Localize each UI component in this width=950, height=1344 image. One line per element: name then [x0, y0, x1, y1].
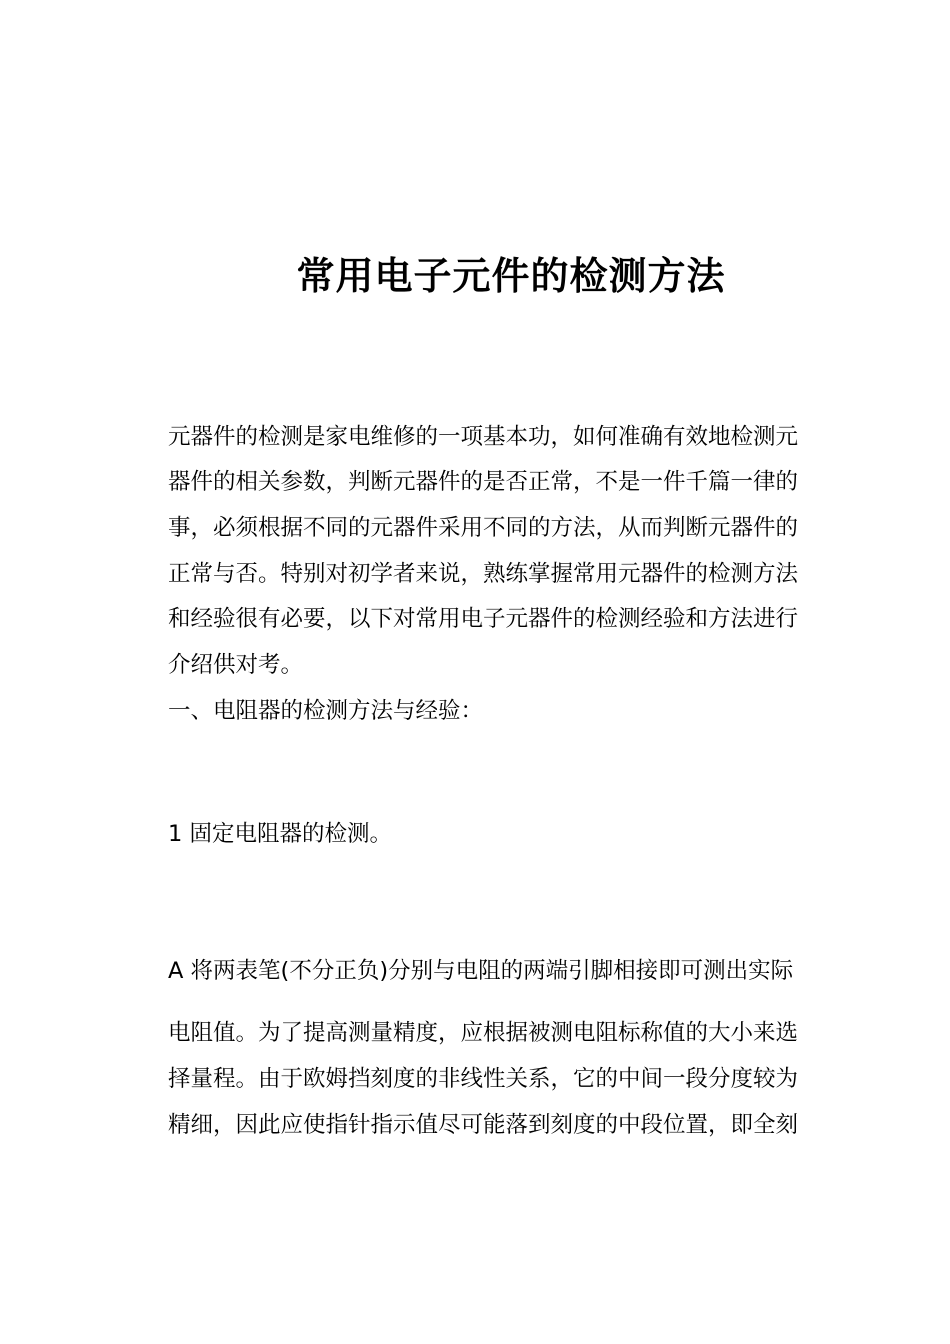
intro-line-5: 和经验很有必要，以下对常用电子元器件的检测经验和方法进行	[168, 606, 799, 632]
intro-line-6: 介绍供对考。	[168, 652, 304, 678]
paragraph-line-2: 择量程。由于欧姆挡刻度的非线性关系，它的中间一段分度较为	[168, 1066, 799, 1092]
intro-line-4: 正常与否。特别对初学者来说，熟练掌握常用元器件的检测方法	[168, 561, 799, 587]
intro-line-2: 器件的相关参数，判断元器件的是否正常，不是一件千篇一律的	[168, 469, 799, 495]
paragraph-line-1: 电阻值。为了提高测量精度，应根据被测电阻标称值的大小来选	[168, 1020, 799, 1046]
document-title: 常用电子元件的检测方法	[296, 253, 726, 298]
section-heading: 一、电阻器的检测方法与经验：	[168, 698, 484, 724]
subsection-heading: 1 固定电阻器的检测。	[168, 821, 392, 847]
intro-line-3: 事，必须根据不同的元器件采用不同的方法，从而判断元器件的	[168, 515, 799, 541]
intro-line-1: 元器件的检测是家电维修的一项基本功，如何准确有效地检测元	[168, 424, 799, 450]
paragraph-line-3: 精细，因此应使指针指示值尽可能落到刻度的中段位置，即全刻	[168, 1112, 799, 1138]
paragraph-first-line: A 将两表笔(不分正负)分别与电阻的两端引脚相接即可测出实际	[168, 958, 794, 984]
